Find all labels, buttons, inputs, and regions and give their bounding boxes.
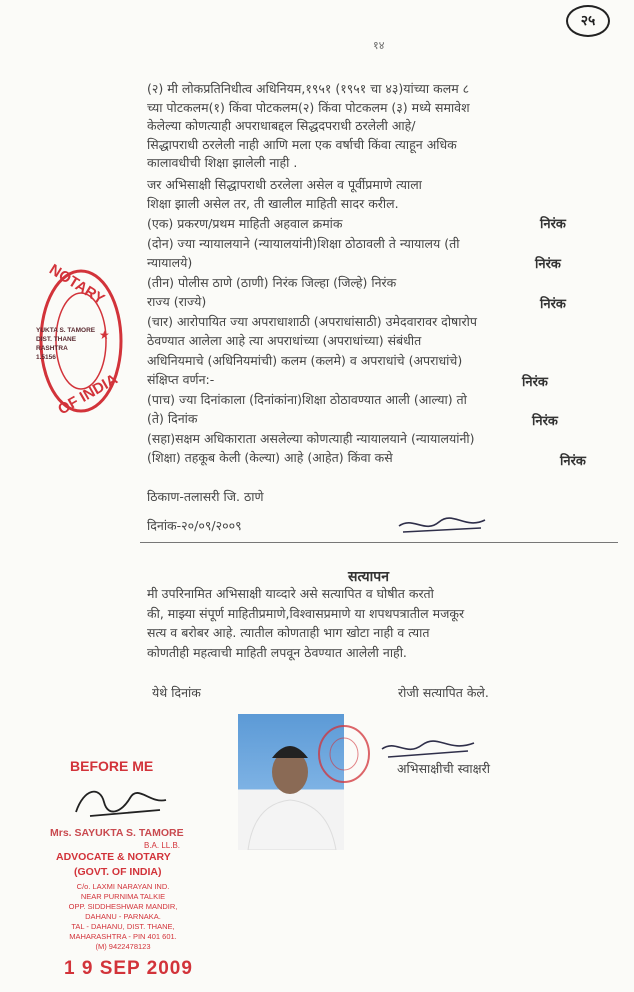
signature-caption: अभिसाक्षीची स्वाक्षरी [397, 761, 490, 776]
notary-title: ADVOCATE & NOTARY [56, 851, 171, 863]
intro-line: शिक्षा झाली असेल तर, ती खालील माहिती सादर करील. [147, 195, 399, 211]
small-notary-seal [316, 722, 372, 786]
clause-2-line: सिद्धापराधी ठरलेली नाही आणि मला एक वर्षाची किंवा त्याहून अधिक [147, 136, 457, 152]
verification-line: कोणतीही महत्वाची माहिती लपवून ठेवण्यात आलेली नाही. [147, 644, 407, 660]
item-5: (पाच) ज्या दिनांकाला (दिनांकांना)शिक्षा ठोठावण्यात आली (आल्या) तो [147, 391, 467, 407]
item-4: (चार) आरोपायित ज्या अपराधाशाठी (अपराधांसाठी) उमेदवारावर दोषारोप [147, 313, 477, 329]
conviction-intro [147, 176, 422, 213]
verification-title: सत्यापन [348, 569, 389, 585]
before-me-stamp: BEFORE ME [70, 758, 154, 774]
item-2: (दोन) ज्या न्यायालयाने (न्यायालयांनी)शिक्षा ठोठावली ते न्यायालय (ती [147, 235, 460, 251]
nil-value: निरंक [540, 217, 566, 232]
nil-value: निरंक [535, 257, 561, 272]
date: दिनांक-२०/०९/२००९ [147, 518, 242, 533]
clause-2-line: केलेल्या कोणत्याही अपराधाबद्दल सिद्धदपराधी ठरलेली आहे/ [147, 118, 416, 133]
clause-2-line: (२) मी लोकप्रतिनिधीत्व अधिनियम,१९५१ (१९५१ चा ४३)यांच्या कलम ८ [147, 81, 470, 96]
seal-inner-line: RASHTRA [36, 345, 68, 352]
verification-body [147, 584, 464, 662]
item-6-cont: (शिक्षा) तहकूब केली (केल्या) आहे (आहेत) किंवा कसे [147, 450, 393, 465]
nil-value: निरंक [540, 297, 566, 312]
verified-place-date: येथे दिनांक [152, 685, 201, 700]
notary-govt: (GOVT. OF INDIA) [74, 866, 162, 878]
item-6: (सहा)सक्षम अधिकाराता असलेल्या कोणत्याही न्यायालयाने (न्यायालयांनी) [147, 430, 475, 446]
nil-value: निरंक [560, 454, 586, 469]
item-4-cont: ठेवण्यात आलेला आहे त्या अपराधांच्या (अपराधांच्या) संबंधीत [147, 333, 422, 348]
conviction-items [147, 214, 477, 468]
intro-line: जर अभिसाक्षी सिद्धापराधी ठरलेला असेल व पूर्वीप्रमाणे त्याला [147, 177, 422, 192]
verified-on: रोजी सत्यापित केले. [398, 685, 489, 700]
verification-line: सत्य व बरोबर आहे. त्यातील कोणताही भाग खोटा नाही व त्यात [147, 625, 430, 640]
section-divider [140, 542, 618, 543]
page-number: १४ [373, 39, 385, 52]
seal-star-icon: ★ [99, 328, 110, 342]
address-line: DAHANU - PARNAKA. [85, 912, 161, 921]
seal-inner-line: YUKTA S. TAMORE [36, 327, 96, 334]
notary-name: Mrs. SAYUKTA S. TAMORE [50, 827, 184, 839]
item-5-cont: (ते) दिनांक [147, 411, 198, 426]
item-1: (एक) प्रकरण/प्रथम माहिती अहवाल क्रमांक [147, 216, 343, 231]
notary-degree: B.A. LL.B. [144, 841, 181, 850]
clause-2-line: कालावधीची शिक्षा झालेली नाही . [147, 155, 298, 170]
nil-value: निरंक [532, 414, 558, 429]
address-line: NEAR PURNIMA TALKIE [80, 892, 166, 901]
verification-line: की, माझ्या संपूर्ण माहितीप्रमाणे,विश्वासप्रमाणे या शपथपत्रातील मजकूर [147, 605, 465, 621]
seal-inner-text [36, 326, 95, 362]
item-4-cont: संक्षिप्त वर्णन:- [147, 372, 215, 387]
verification-line: मी उपरिनामित अभिसाक्षी याव्दारे असे सत्यापित व घोषीत करतो [147, 586, 434, 601]
item-3: (तीन) पोलीस ठाणे (ठाणी) निरंक जिल्हा (जिल्हे) निरंक [147, 274, 397, 290]
address-line: (M) 9422478123 [95, 942, 151, 951]
notary-signature [70, 782, 170, 822]
date-stamp: 1 9 SEP 2009 [64, 958, 193, 979]
seal-bottom-text: OF INDIA [55, 370, 121, 419]
nil-value: निरंक [522, 375, 548, 390]
address-line: OPP. SIDDHESHWAR MANDIR, [68, 902, 178, 911]
address-line: MAHARASHTRA - PIN 401 601. [69, 932, 177, 941]
seal-inner-line: 1.5156 [36, 354, 56, 361]
item-4-cont: अधिनियमाचे (अधिनियमांची) कलम (कलमे) व अपराधांचे (अपराधांचे) [147, 352, 463, 368]
item-3-cont: राज्य (राज्ये) [147, 294, 207, 309]
notary-address [48, 882, 198, 952]
place: ठिकाण-तलासरी जि. ठाणे [147, 489, 264, 504]
seal-inner-line: DIST. THANE [36, 336, 77, 343]
page-number-circled: २५ [566, 5, 610, 37]
clause-2 [147, 80, 470, 173]
item-2-cont: न्यायालये) [147, 255, 193, 270]
seal-top-text: NOTARY [46, 260, 108, 309]
address-line: C/o. LAXMI NARAYAN IND. [76, 882, 170, 891]
clause-2-line: च्या पोटकलम(१) किंवा पोटकलम(२) किंवा पोटकलम (३) मध्ये समावेश [147, 99, 470, 115]
deponent-signature [395, 512, 490, 538]
address-line: TAL - DAHANU, DIST. THANE, [71, 922, 175, 931]
